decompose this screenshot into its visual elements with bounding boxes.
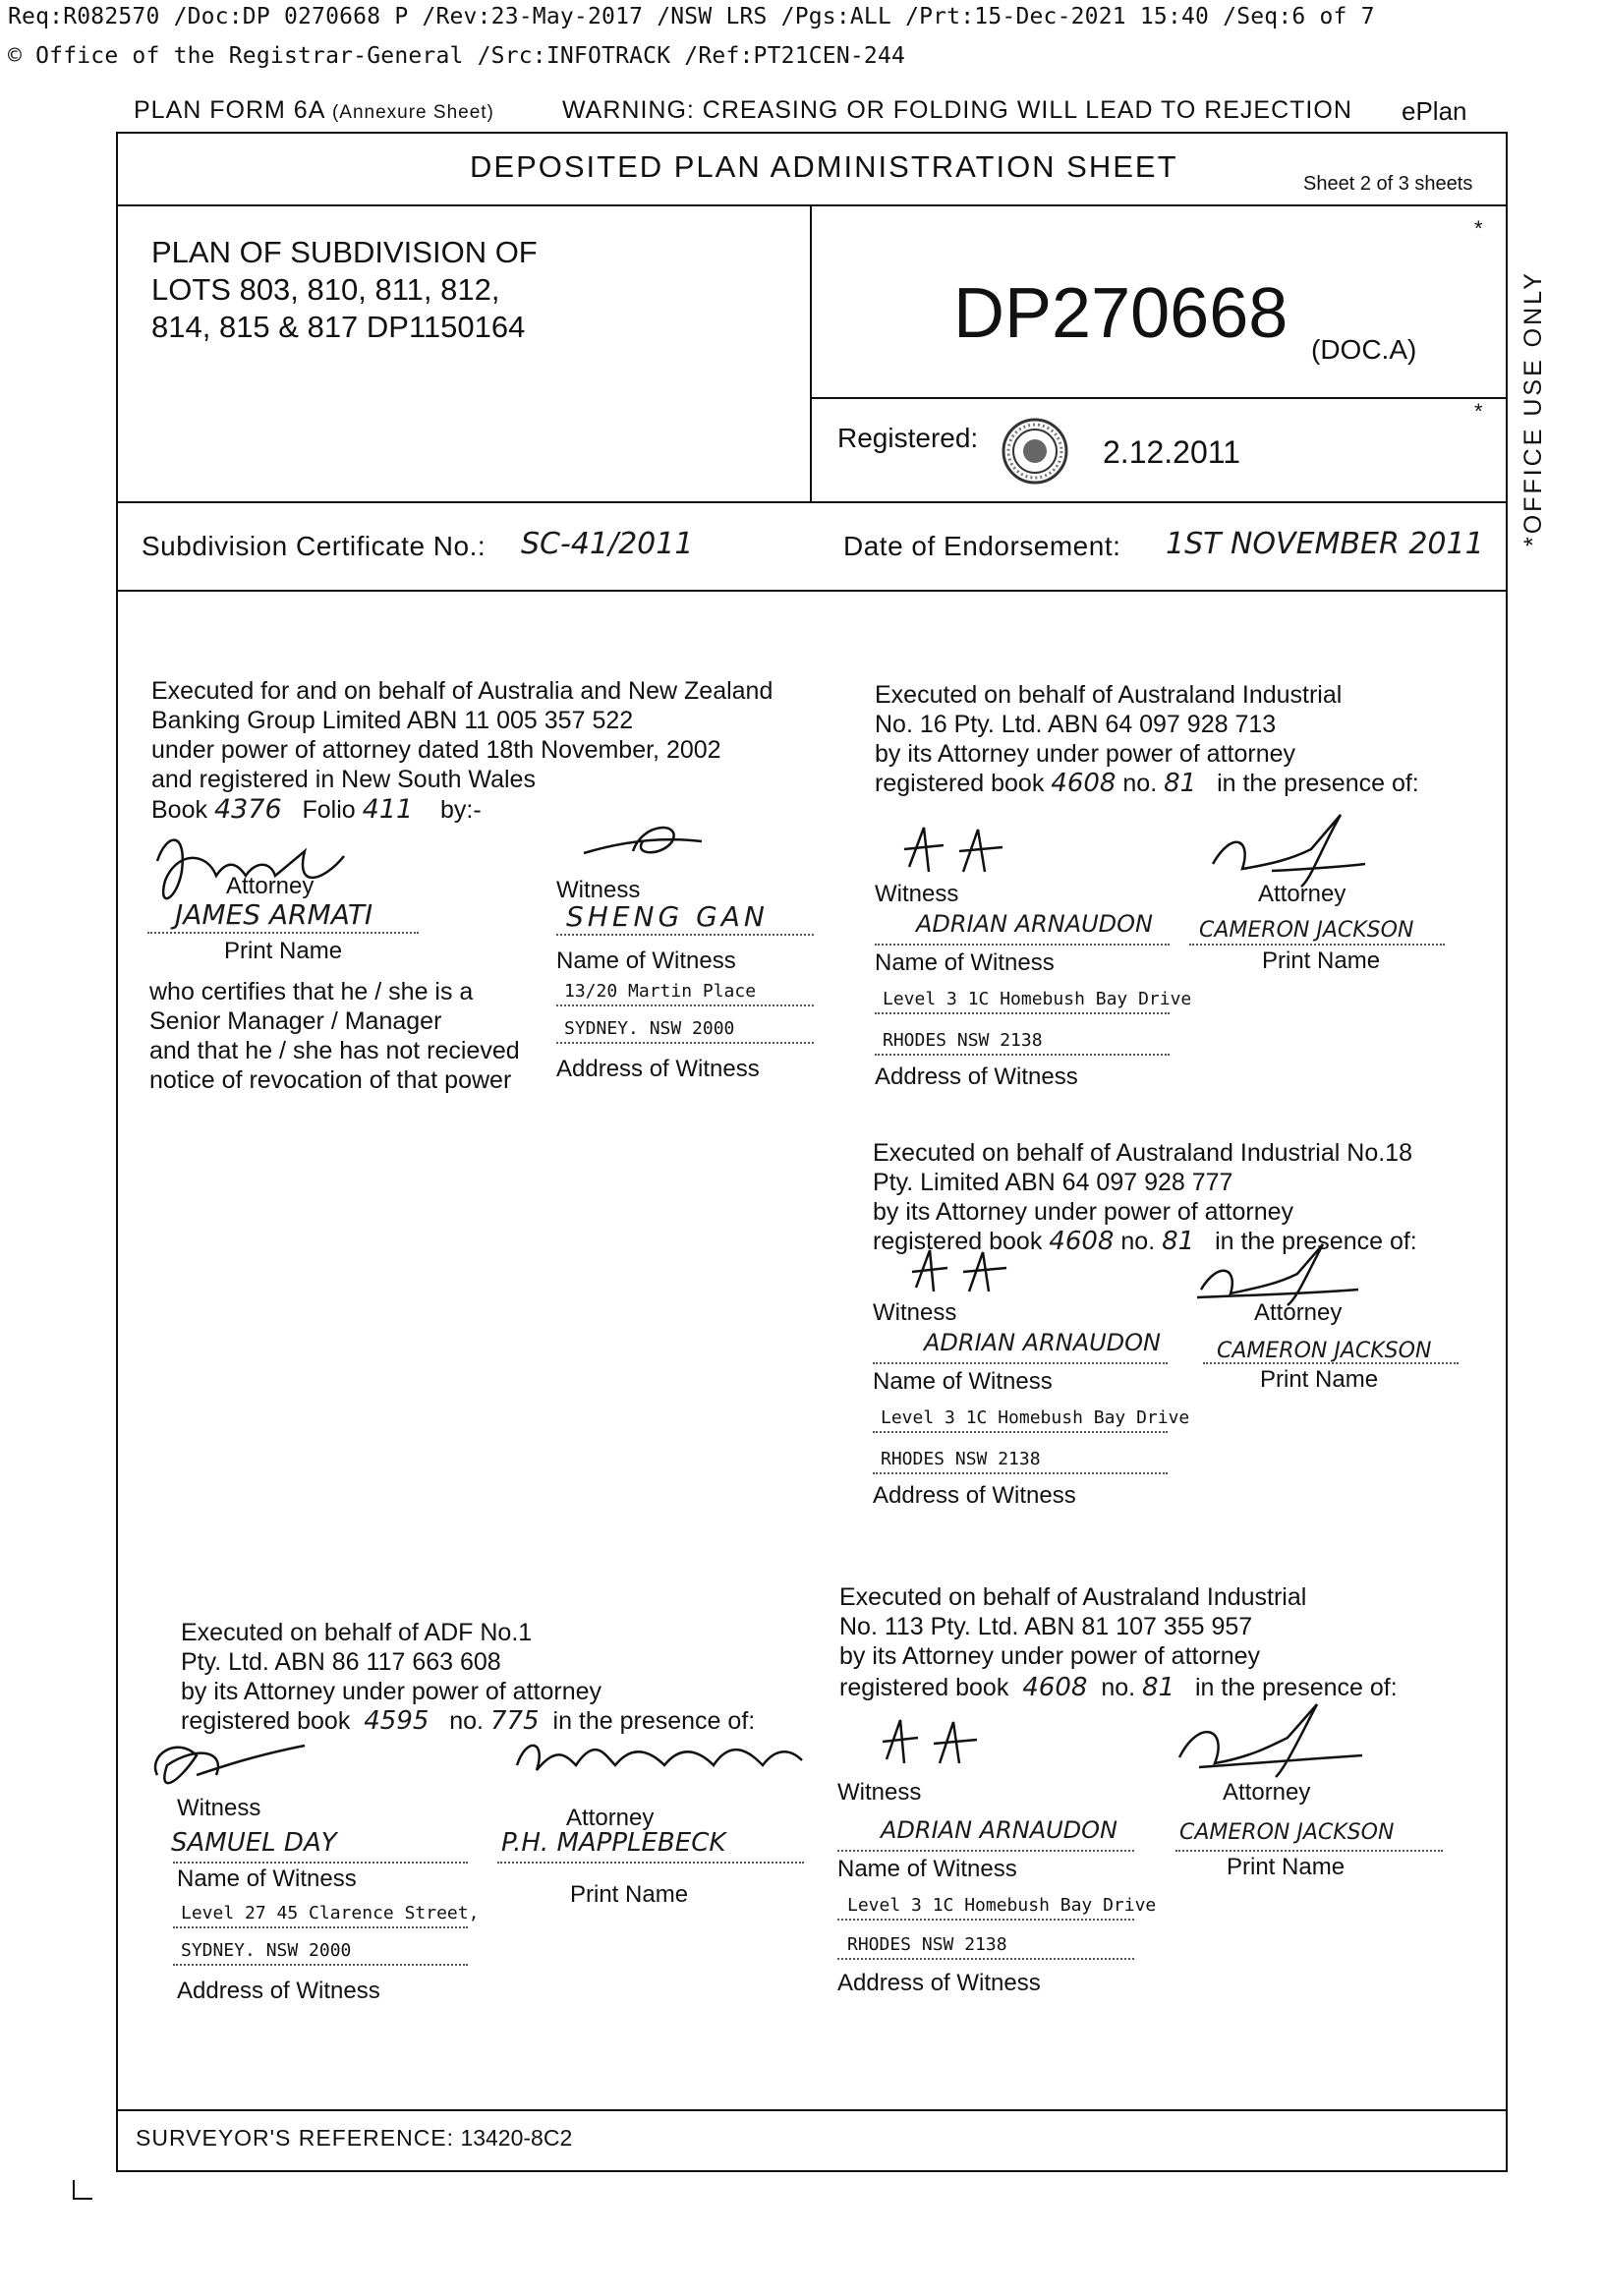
australand16-book-number: 4608 bbox=[1051, 769, 1117, 798]
australand16-attorney-name: CAMERON JACKSON bbox=[1199, 918, 1414, 943]
australand113-attorney-signature bbox=[1170, 1698, 1366, 1781]
endorsement-date-value: 1ST NOVEMBER 2011 bbox=[1166, 527, 1484, 561]
australand18-attorney-name-line bbox=[1203, 1362, 1459, 1364]
adf-address-line-2-rule bbox=[173, 1964, 468, 1966]
adf-witness-signature bbox=[138, 1726, 315, 1805]
doc-label: (DOC.A) bbox=[1311, 334, 1417, 365]
australand16-witness-name-line bbox=[875, 944, 1170, 946]
adf-attorney-label: Attorney bbox=[566, 1805, 655, 1831]
adf-attorney-signature bbox=[507, 1726, 812, 1785]
australand16-reg-prefix: registered book bbox=[875, 770, 1045, 797]
warning-text: WARNING: CREASING OR FOLDING WILL LEAD TO REJECTION bbox=[562, 96, 1352, 124]
australand16-line-2: No. 16 Pty. Ltd. ABN 64 097 928 713 bbox=[875, 711, 1277, 738]
australand18-no-value: 81 bbox=[1162, 1227, 1195, 1256]
australand18-line-3: by its Attorney under power of attorney bbox=[873, 1198, 1294, 1226]
australand113-address-line-2: RHODES NSW 2138 bbox=[847, 1934, 1007, 1955]
adf-witness-label: Witness bbox=[177, 1795, 261, 1821]
office-use-only-label: *OFFICE USE ONLY bbox=[1519, 270, 1547, 546]
anz-line-2: Banking Group Limited ABN 11 005 357 522 bbox=[151, 707, 634, 734]
adf-reg-prefix: registered book bbox=[181, 1707, 351, 1735]
australand18-reg-prefix: registered book bbox=[873, 1228, 1043, 1255]
australand18-line-1: Executed on behalf of Australand Industrial No.18 bbox=[873, 1139, 1412, 1167]
australand16-attorney-signature bbox=[1203, 810, 1370, 889]
anz-folio-number: 411 bbox=[362, 794, 414, 825]
star-marker-registered: * bbox=[1474, 399, 1483, 424]
anz-witness-address-line-2: SYDNEY. NSW 2000 bbox=[564, 1018, 735, 1039]
australand16-no-label: no. bbox=[1122, 770, 1158, 797]
australand16-attorney-name-line bbox=[1189, 944, 1445, 946]
print-header-line-1: Req:R082570 /Doc:DP 0270668 P /Rev:23-May-2017 /NSW LRS /Pgs:ALL /Prt:15-Dec-2021 15:40 /Seq:6 of 7 bbox=[8, 4, 1375, 29]
australand16-witness-name: ADRIAN ARNAUDON bbox=[916, 910, 1154, 938]
australand16-line-1: Executed on behalf of Australand Industrial bbox=[875, 681, 1343, 709]
dp-number: DP270668 bbox=[953, 274, 1289, 353]
australand18-execution-text bbox=[873, 1138, 1412, 1227]
surveyor-reference bbox=[136, 2125, 572, 2152]
australand113-address-line-1: Level 3 1C Homebush Bay Drive bbox=[847, 1895, 1157, 1916]
anz-witness-name: SHENG GAN bbox=[566, 900, 769, 933]
australand113-address-line-2-rule bbox=[837, 1958, 1134, 1960]
australand113-address-line-1-rule bbox=[837, 1919, 1134, 1921]
anz-by-label: by:- bbox=[439, 796, 482, 824]
adf-name-of-witness-label: Name of Witness bbox=[177, 1866, 357, 1892]
australand16-no-value: 81 bbox=[1164, 769, 1197, 798]
australand16-address-of-witness-label: Address of Witness bbox=[875, 1063, 1078, 1090]
australand113-execution-text bbox=[839, 1582, 1306, 1671]
adf-attorney-name: P.H. MAPPLEBECK bbox=[501, 1828, 726, 1858]
surveyor-reference-value: 13420-8C2 bbox=[460, 2125, 573, 2151]
australand113-attorney-label: Attorney bbox=[1223, 1779, 1311, 1806]
australand18-address-line-1-rule bbox=[873, 1431, 1168, 1433]
anz-certify-line-1: who certifies that he / she is a bbox=[149, 978, 474, 1005]
adf-line-2: Pty. Ltd. ABN 86 117 663 608 bbox=[181, 1648, 501, 1676]
australand18-address-of-witness-label: Address of Witness bbox=[873, 1482, 1076, 1509]
australand18-address-line-1: Level 3 1C Homebush Bay Drive bbox=[881, 1407, 1190, 1428]
footer-divider bbox=[116, 2109, 1508, 2111]
australand113-book-number: 4608 bbox=[1022, 1673, 1088, 1702]
australand113-address-of-witness-label: Address of Witness bbox=[837, 1970, 1041, 1996]
plan-block-bottom-divider bbox=[116, 501, 1508, 503]
adf-presence-text: in the presence of: bbox=[552, 1707, 756, 1735]
plan-description-line-1: PLAN OF SUBDIVISION OF bbox=[151, 235, 538, 269]
corner-mark-horizontal bbox=[73, 2198, 92, 2200]
anz-print-name-label: Print Name bbox=[224, 938, 343, 964]
australand113-witness-name-line bbox=[837, 1850, 1134, 1852]
surveyor-reference-label: SURVEYOR'S REFERENCE: bbox=[136, 2125, 455, 2151]
australand113-witness-signature bbox=[875, 1710, 1002, 1769]
australand113-print-name-label: Print Name bbox=[1227, 1854, 1346, 1880]
plan-description-line-3: 814, 815 & 817 DP1150164 bbox=[151, 310, 526, 344]
australand113-witness-name: ADRIAN ARNAUDON bbox=[881, 1816, 1118, 1844]
adf-no-label: no. bbox=[449, 1707, 485, 1735]
australand16-registration-line bbox=[875, 769, 1419, 798]
anz-witness-label: Witness bbox=[556, 877, 641, 903]
australand16-presence-text: in the presence of: bbox=[1217, 770, 1419, 797]
sheet-title: DEPOSITED PLAN ADMINISTRATION SHEET bbox=[470, 149, 1178, 184]
certificate-divider bbox=[116, 590, 1508, 592]
australand16-line-3: by its Attorney under power of attorney bbox=[875, 740, 1296, 768]
adf-attorney-name-line bbox=[497, 1862, 804, 1864]
australand18-witness-name: ADRIAN ARNAUDON bbox=[924, 1329, 1162, 1356]
plan-form-label bbox=[134, 96, 494, 125]
australand16-print-name-label: Print Name bbox=[1262, 947, 1381, 974]
anz-attorney-label: Attorney bbox=[226, 873, 315, 899]
print-header-line-2: © Office of the Registrar-General /Src:INFOTRACK /Ref:PT21CEN-244 bbox=[8, 43, 906, 69]
adf-witness-name-line bbox=[173, 1862, 468, 1864]
anz-witness-address-line-1: 13/20 Martin Place bbox=[564, 981, 757, 1002]
australand16-name-of-witness-label: Name of Witness bbox=[875, 949, 1055, 976]
anz-book-label: Book bbox=[151, 796, 207, 824]
plan-description bbox=[151, 234, 538, 346]
australand18-witness-name-line bbox=[873, 1362, 1168, 1364]
adf-address-of-witness-label: Address of Witness bbox=[177, 1978, 380, 2004]
anz-certify-line-2: Senior Manager / Manager bbox=[149, 1007, 442, 1035]
anz-line-3: under power of attorney dated 18th November, 2002 bbox=[151, 736, 721, 764]
australand18-book-number: 4608 bbox=[1049, 1227, 1115, 1256]
anz-attorney-name-line bbox=[147, 932, 419, 934]
annexure-sheet-label: (Annexure Sheet) bbox=[331, 102, 494, 123]
plan-block-vertical-divider bbox=[810, 204, 812, 501]
australand113-no-label: no. bbox=[1101, 1674, 1136, 1701]
adf-book-number: 4595 bbox=[364, 1706, 430, 1736]
australand16-address-line-2-rule bbox=[875, 1054, 1170, 1056]
anz-line-1: Executed for and on behalf of Australia and New Zealand bbox=[151, 677, 773, 705]
anz-name-of-witness-label: Name of Witness bbox=[556, 947, 736, 974]
anz-witness-address-line-1-rule bbox=[556, 1004, 814, 1006]
anz-certify-line-3: and that he / she has not recieved bbox=[149, 1037, 520, 1064]
anz-witness-signature bbox=[574, 812, 721, 871]
adf-address-line-1-rule bbox=[173, 1926, 468, 1928]
australand18-address-line-2-rule bbox=[873, 1472, 1168, 1474]
anz-witness-address-line-2-rule bbox=[556, 1042, 814, 1044]
anz-book-number: 4376 bbox=[213, 794, 282, 825]
corner-mark-vertical bbox=[73, 2180, 75, 2200]
star-marker-top: * bbox=[1474, 216, 1483, 241]
adf-address-line-1: Level 27 45 Clarence Street, bbox=[181, 1903, 480, 1923]
anz-witness-name-line bbox=[556, 934, 814, 936]
adf-address-line-2: SYDNEY. NSW 2000 bbox=[181, 1940, 352, 1961]
australand18-line-2: Pty. Limited ABN 64 097 928 777 bbox=[873, 1169, 1233, 1196]
anz-attorney-name: JAMES ARMATI bbox=[175, 898, 373, 931]
australand113-line-1: Executed on behalf of Australand Industrial bbox=[839, 1583, 1307, 1611]
australand113-line-3: by its Attorney under power of attorney bbox=[839, 1642, 1261, 1670]
anz-address-of-witness-label: Address of Witness bbox=[556, 1056, 760, 1082]
australand113-no-value: 81 bbox=[1142, 1673, 1175, 1702]
australand18-witness-signature bbox=[904, 1242, 1032, 1297]
australand113-name-of-witness-label: Name of Witness bbox=[837, 1856, 1017, 1882]
plan-description-line-2: LOTS 803, 810, 811, 812, bbox=[151, 272, 500, 307]
australand18-presence-text: in the presence of: bbox=[1215, 1228, 1417, 1255]
australand16-address-line-1: Level 3 1C Homebush Bay Drive bbox=[883, 989, 1192, 1009]
endorsement-date-label: Date of Endorsement: bbox=[843, 531, 1121, 561]
australand113-attorney-name-line bbox=[1175, 1850, 1443, 1852]
adf-line-3: by its Attorney under power of attorney bbox=[181, 1678, 602, 1705]
australand16-attorney-label: Attorney bbox=[1258, 881, 1346, 907]
sheet-number: Sheet 2 of 3 sheets bbox=[1303, 173, 1473, 195]
australand16-witness-signature bbox=[894, 818, 1032, 881]
anz-execution-text bbox=[151, 676, 773, 794]
australand16-address-line-2: RHODES NSW 2138 bbox=[883, 1030, 1043, 1051]
australand113-line-2: No. 113 Pty. Ltd. ABN 81 107 355 957 bbox=[839, 1613, 1253, 1640]
eplan-label: ePlan bbox=[1402, 96, 1467, 126]
anz-certify-line-4: notice of revocation of that power bbox=[149, 1066, 512, 1094]
anz-certification-text bbox=[149, 977, 520, 1095]
australand18-attorney-name: CAMERON JACKSON bbox=[1217, 1339, 1432, 1363]
subdivision-certificate-label: Subdivision Certificate No.: bbox=[142, 531, 487, 561]
registrar-general-seal bbox=[1001, 417, 1069, 486]
australand18-attorney-label: Attorney bbox=[1254, 1299, 1343, 1326]
australand16-execution-text bbox=[875, 680, 1342, 769]
australand113-witness-label: Witness bbox=[837, 1779, 922, 1806]
australand18-print-name-label: Print Name bbox=[1260, 1366, 1379, 1393]
adf-line-1: Executed on behalf of ADF No.1 bbox=[181, 1619, 533, 1646]
australand18-name-of-witness-label: Name of Witness bbox=[873, 1368, 1053, 1395]
adf-execution-text bbox=[181, 1618, 602, 1706]
anz-book-line bbox=[151, 794, 482, 825]
registered-date: 2.12.2011 bbox=[1103, 434, 1240, 470]
anz-folio-label: Folio bbox=[302, 796, 356, 824]
subdivision-certificate-value: SC-41/2011 bbox=[521, 527, 694, 561]
registered-divider bbox=[810, 397, 1508, 399]
anz-line-4: and registered in New South Wales bbox=[151, 766, 536, 793]
australand18-attorney-signature bbox=[1189, 1238, 1366, 1307]
adf-witness-name: SAMUEL DAY bbox=[171, 1828, 337, 1858]
australand16-witness-label: Witness bbox=[875, 881, 959, 907]
australand18-no-label: no. bbox=[1120, 1228, 1156, 1255]
registered-label: Registered: bbox=[837, 423, 979, 453]
australand113-reg-prefix: registered book bbox=[839, 1674, 1009, 1701]
australand18-witness-label: Witness bbox=[873, 1299, 957, 1326]
australand18-address-line-2: RHODES NSW 2138 bbox=[881, 1449, 1041, 1469]
plan-form-number: PLAN FORM 6A bbox=[134, 96, 324, 124]
title-divider bbox=[116, 204, 1508, 206]
australand113-attorney-name: CAMERON JACKSON bbox=[1179, 1820, 1395, 1845]
adf-print-name-label: Print Name bbox=[570, 1881, 689, 1908]
australand113-presence-text: in the presence of: bbox=[1194, 1674, 1398, 1701]
australand16-address-line-1-rule bbox=[875, 1012, 1170, 1014]
adf-no-value: 775 bbox=[489, 1706, 540, 1736]
